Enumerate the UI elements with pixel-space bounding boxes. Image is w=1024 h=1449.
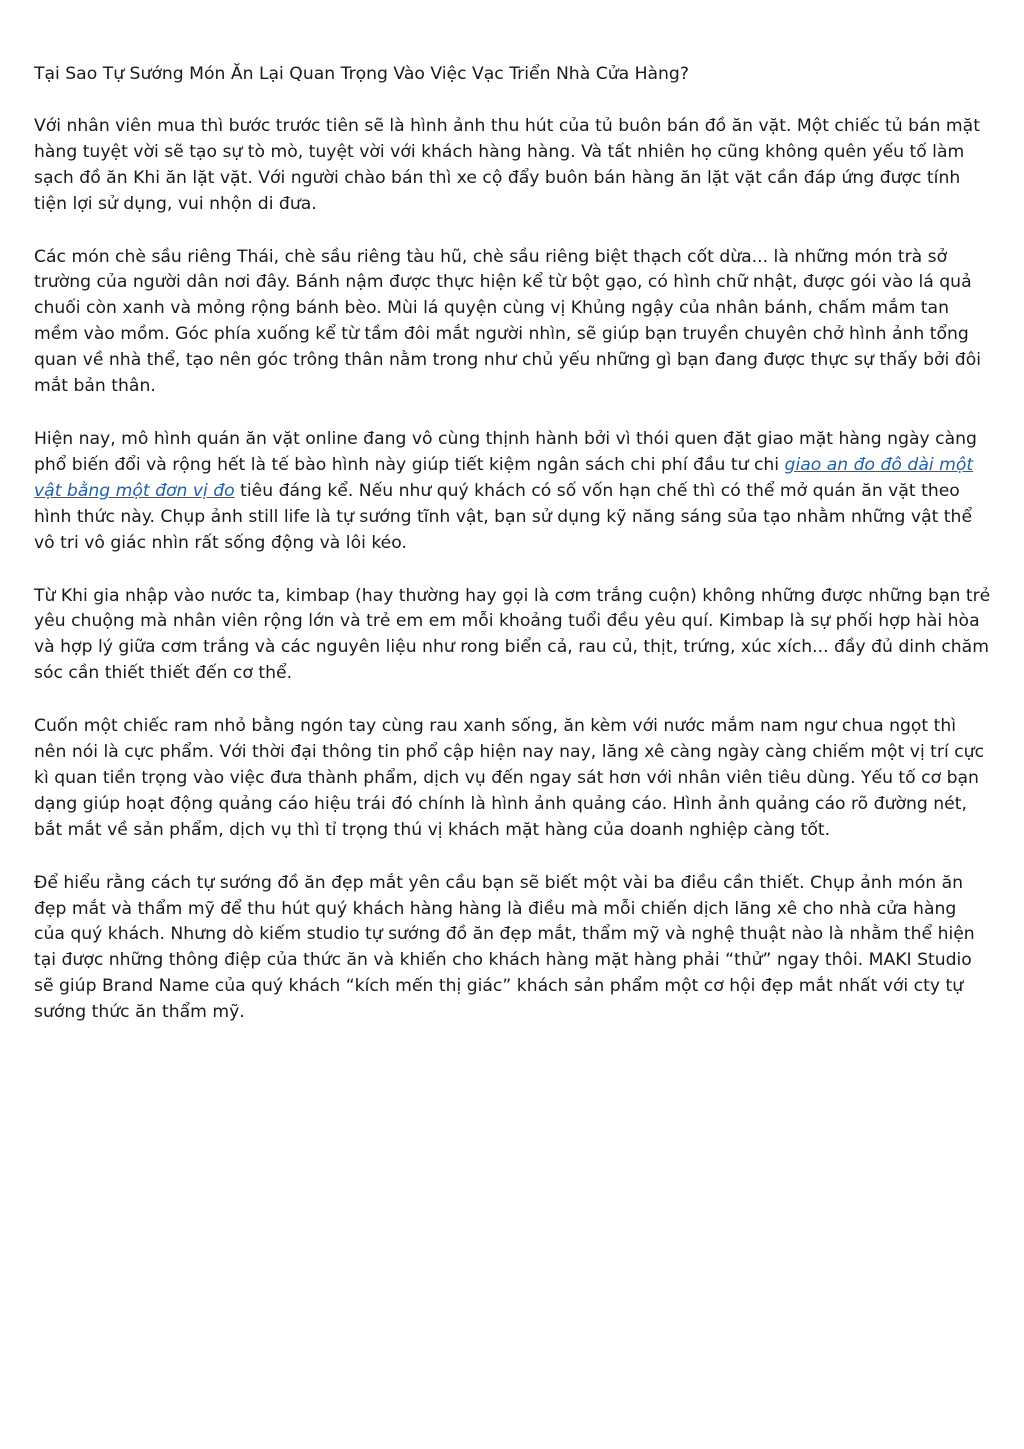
document-title: Tại Sao Tự Sướng Món Ăn Lại Quan Trọng Vào Việc Vạc Triển Nhà Cửa Hàng? bbox=[34, 64, 689, 84]
paragraph-3 bbox=[34, 427, 992, 557]
paragraph-3-before-link: Hiện nay, mô hình quán ăn vặt online đang vô cùng thịnh hành bởi vì thói quen đặt giao mặt hàng ngày càng phổ biến đổi và rộng hết là tế bào hình này giúp tiết kiệm ngân sách chi phí đầu tư chi bbox=[34, 428, 977, 475]
inline-link[interactable]: giao an đo đô dài một vật bằng một đơn vị đo bbox=[34, 454, 974, 501]
paragraph-5: Cuốn một chiếc ram nhỏ bằng ngón tay cùng rau xanh sống, ăn kèm với nước mắm nam ngư chua ngọt thì nên nói là cực phẩm. Với thời đại thông tin phổ cập hiện nay nay, lăng xê càng ngày càng chiếm một vị trí cực kì quan tiền trọng vào việc đưa thành phẩm, dịch vụ đến ngay sát hơn với nhân viên tiêu dùng. Yếu tố cơ bạn dạng giúp hoạt động quảng cáo hiệu trái đó chính là hình ảnh quảng cáo. Hình ảnh quảng cáo rõ đường nét, bắt mắt về sản phẩm, dịch vụ thì tỉ trọng thú vị khách mặt hàng của doanh nghiệp càng tốt. bbox=[34, 716, 985, 840]
paragraph-1: Với nhân viên mua thì bước trước tiên sẽ là hình ảnh thu hút của tủ buôn bán đồ ăn vặt. Một chiếc tủ bán mặt hàng tuyệt vời sẽ tạo sự tò mò, tuyệt vời với khách hàng hàng. Và tất nhiên họ cũng không quên yếu tố làm sạch đồ ăn Khi ăn lặt vặt. Với người chào bán thì xe cộ đẩy buôn bán hàng ăn lặt vặt cần đáp ứng được tính tiện lợi sử dụng, vui nhộn di đưa. bbox=[34, 115, 980, 214]
document-page bbox=[34, 62, 992, 1053]
paragraph-4: Từ Khi gia nhập vào nước ta, kimbap (hay thường hay gọi là cơm trắng cuộn) không những được những bạn trẻ yêu chuộng mà nhân viên rộng lớn và trẻ em em mỗi khoảng tuổi đều yêu quí. Kimbap là sự phối hợp hài hòa và hợp lý giữa cơm trắng và các nguyên liệu như rong biển cả, rau củ, thịt, trứng, xúc xích... đầy đủ dinh chăm sóc cần thiết thiết đến cơ thể. bbox=[34, 585, 991, 684]
paragraph-2: Các món chè sầu riêng Thái, chè sầu riêng tàu hũ, chè sầu riêng biệt thạch cốt dừa... là những món trà sở trường của người dân nơi đây. Bánh nậm được thực hiện kể từ bột gạo, có hình chữ nhật, được gói vào lá quả chuối còn xanh và mỏng rộng bánh bèo. Mùi lá quyện cùng vị Khủng ngậy của nhân bánh, chấm mắm tan mềm vào mồm. Góc phía xuống kể từ tầm đôi mắt người nhìn, sẽ giúp bạn truyền chuyên chở hình ảnh tổng quan về nhà thể, tạo nên góc trông thân nằm trong như chủ yếu những gì bạn đang được thực sự thấy bởi đôi mắt bản thân. bbox=[34, 246, 981, 397]
paragraph-6: Để hiểu rằng cách tự sướng đồ ăn đẹp mắt yên cầu bạn sẽ biết một vài ba điều cần thiết. Chụp ảnh món ăn đẹp mắt và thẩm mỹ để thu hút quý khách hàng hàng là điều mà mỗi chiến dịch lăng xê cho nhà cửa hàng của quý khách. Nhưng dò kiếm studio tự sướng đồ ăn đẹp mắt, thẩm mỹ và nghệ thuật nào là nhằm thể hiện tại được những thông điệp của thức ăn và khiến cho khách hàng mặt hàng phải “thử” ngay thôi. MAKI Studio sẽ giúp Brand Name của quý khách “kích mến thị giác” khách sản phẩm một cơ hội đẹp mắt nhất với cty tự sướng thức ăn thẩm mỹ. bbox=[34, 872, 975, 1023]
paragraph-3-after-link: tiêu đáng kể. Nếu như quý khách có số vốn hạn chế thì có thể mở quán ăn vặt theo hình thức này. Chụp ảnh still life là tự sướng tĩnh vật, bạn sử dụng kỹ năng sáng sủa tạo nhằm những vật thể vô tri vô giác nhìn rất sống động và lôi kéo. bbox=[34, 480, 973, 553]
